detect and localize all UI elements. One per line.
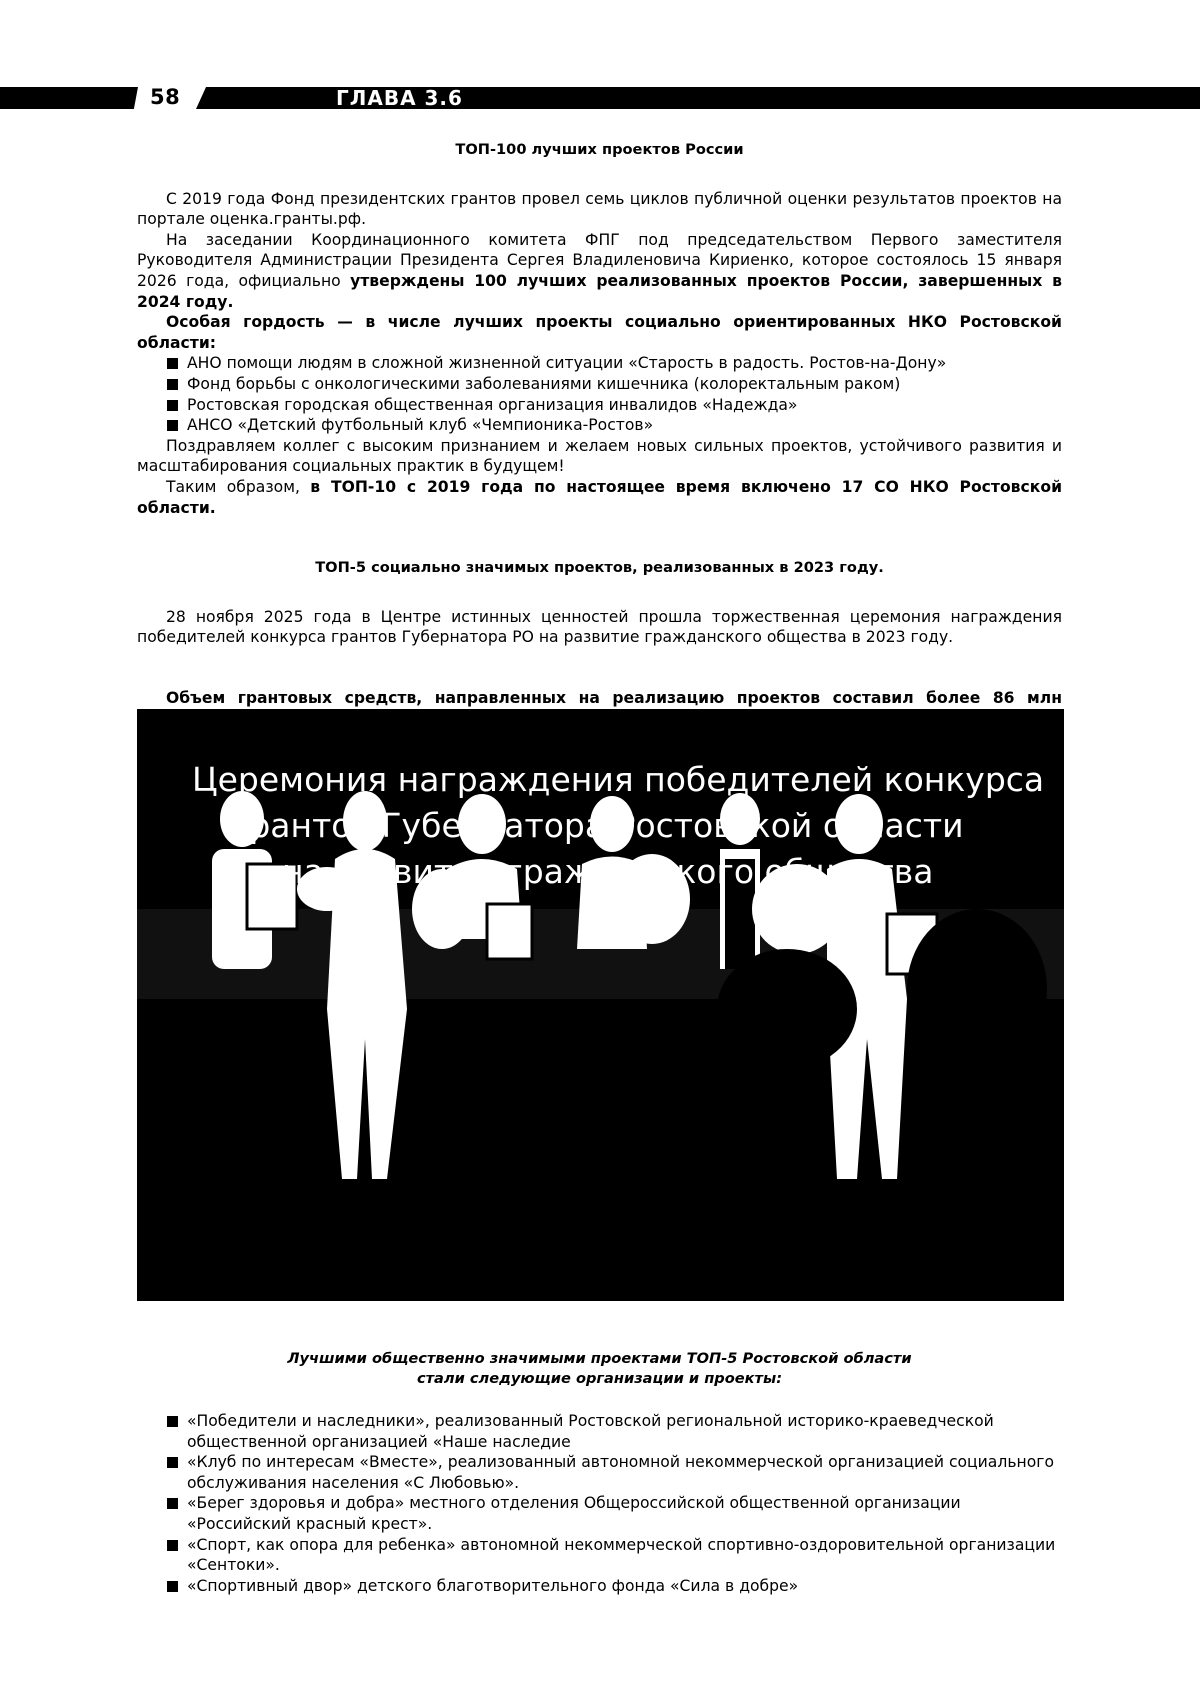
pride-bold: Особая гордость — в числе лучших проекты социально ориентированных НКО Ростовской области: [137,313,1062,352]
section1-para1: С 2019 года Фонд президентских грантов провел семь циклов публичной оценки результатов проектов на портале оценка.гранты.рф. [137,189,1062,229]
para2-text: На заседании Координационного комитета ФПГ под председательством Первого заместителя Руководителя Администрации Президента Сергея Владиленовича Кириенко, которое состоялось 15 января 2026 года, официально [137,230,1062,290]
list-item [167,395,1062,416]
list-item [167,353,1062,374]
caption-line-3: на развитие гражданского общества [282,852,934,891]
list-item-text: «Победители и наследники», реализованный Ростовской региональной историко-краеведческой общественной организацией «Наше наследие [187,1412,994,1451]
total-para [137,477,1062,518]
list-item-text: АНСО «Детский футбольный клуб «Чемпионика-Ростов» [187,416,654,435]
list-item-text: «Клуб по интересам «Вместе», реализованный автономной некоммерческой организацией социального обслуживания населения «С Любовью». [187,1453,1054,1492]
square-bullet-icon [167,358,178,369]
list-item-text: «Спортивный двор» детского благотворительного фонда «Сила в добре» [187,1576,799,1595]
list-item-text: «Спорт, как опора для ребенка» автономной некоммерческой спортивно-оздоровительной организации «Сентоки». [187,1535,1056,1575]
square-bullet-icon [167,1540,178,1551]
list-item-text: «Берег здоровья и добра» местного отделения Общероссийской общественной организации «Российский красный крест». [187,1494,961,1533]
section1-para2 [137,230,1062,312]
square-bullet-icon [167,1498,178,1509]
chapter-title: ГЛАВА 3.6 [336,86,463,110]
congrats-para: Поздравляем коллег с высоким признанием и желаем новых сильных проектов, устойчивого развития и масштабирования социальных практик в будущем! [137,436,1062,476]
square-bullet-icon [167,420,178,431]
square-bullet-icon [167,379,178,390]
header-bar-left [0,87,138,109]
section2-title: ТОП-5 социально значимых проектов, реализованных в 2023 году. [315,559,884,577]
square-bullet-icon [167,400,178,411]
top5-list [167,1411,1067,1596]
caption-line-1: Церемония награждения победителей конкурса [192,760,1045,799]
list-item [167,1452,1067,1493]
square-bullet-icon [167,1581,178,1592]
list-item [167,1535,1067,1576]
square-bullet-icon [167,1457,178,1468]
section1-title: ТОП-100 лучших проектов России [455,141,744,158]
total-bold: в ТОП-10 с 2019 года по настоящее время включено 17 СО НКО Ростовской области. [137,477,1062,517]
grant-volume-bold: Объем грантовых средств, направленных на реализацию проектов составил более 86 млн [166,688,1062,707]
para2-bold: утверждены 100 лучших реализованных проектов России, завершенных в 2024 году. [137,271,1062,311]
list-item [167,1576,1067,1597]
section2-para1: 28 ноября 2025 года в Центре истинных ценностей прошла торжественная церемония награждения победителей конкурса грантов Губернатора РО на развитие гражданского общества в 2023 году. [137,607,1062,647]
pride-line [137,312,1062,353]
list-item-text: Фонд борьбы с онкологическими заболеваниями кишечника (колоректальным раком) [187,374,901,393]
caption-line-2: грантов Губернатора Ростовской области [232,806,964,845]
ceremony-photo [137,709,1064,1301]
top5-heading-line1: Лучшими общественно значимыми проектами ТОП-5 Ростовской области [287,1350,912,1367]
list-item-text: Ростовская городская общественная организация инвалидов «Надежда» [187,395,798,414]
page-header [0,87,1200,109]
list-item-text: АНО помощи людям в сложной жизненной ситуации «Старость в радость. Ростов-на-Дону» [187,354,947,373]
list-item [167,415,1062,436]
total-text: Таким образом, [166,477,311,496]
photo-caption [192,757,1052,895]
square-bullet-icon [167,1416,178,1427]
top5-heading-line2: стали следующие организации и проекты: [416,1370,783,1387]
list-item [167,374,1062,395]
top5-heading [137,1349,1062,1389]
main-content [137,140,1062,750]
top100-list [137,353,1062,435]
page-number: 58 [150,85,181,109]
list-item [167,1493,1067,1534]
list-item [167,1411,1067,1452]
